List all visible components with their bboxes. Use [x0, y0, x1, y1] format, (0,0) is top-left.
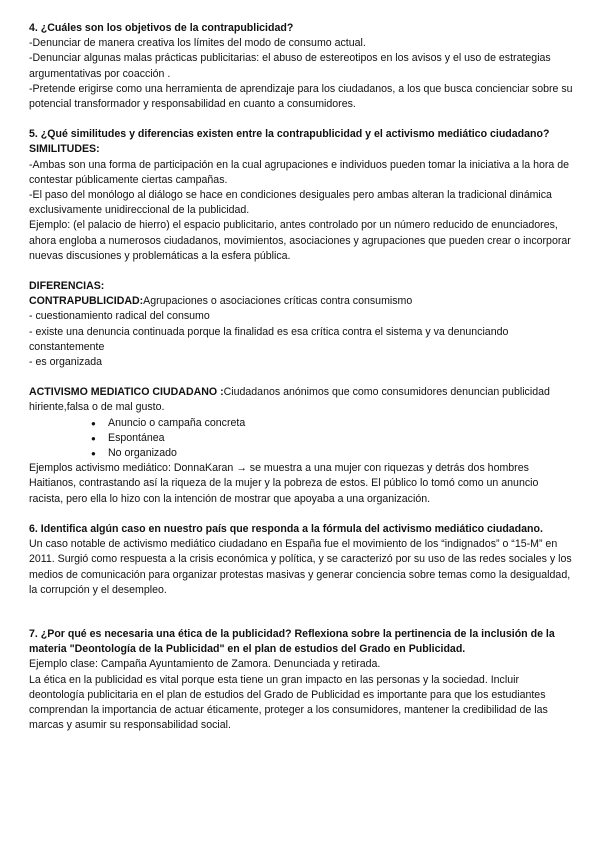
list-item: ● Espontánea	[91, 431, 574, 446]
question-6-section	[29, 522, 574, 598]
activismo-definition	[29, 385, 574, 415]
activismo-ejemplo: Ejemplos activismo mediático: DonnaKaran → se muestra a una mujer con riquezas y detrás dos hombres Haitianos, contrastando así la riqueza de la mujer y la pobreza de estos. El público lo tomó como un anuncio racista, pero ella lo hizo con la intención de mostrar que apoyaba a una organización.	[29, 462, 539, 505]
question-5-title: 5. ¿Qué similitudes y diferencias existen entre la contrapublicidad y el activismo mediático ciudadano?	[29, 128, 550, 141]
contra-item-3: - es organizada	[29, 356, 103, 369]
question-6-title: 6. Identifica algún caso en nuestro país que responda a la fórmula del activismo mediático ciudadano.	[29, 522, 543, 535]
contrapublicidad-definition	[29, 294, 574, 309]
question-5-section	[29, 127, 574, 507]
similitud-1: -Ambas son una forma de participación en la cual agrupaciones e individuos pueden tomar la iniciativa a la hora de contestar públicamente ciertas campañas.	[29, 158, 570, 186]
activismo-text: Ciudadanos anónimos que como consumidores denuncian publicidad hiriente,falsa o de mal gusto.	[29, 386, 550, 414]
q7-answer: La ética en la publicidad es vital porque esta tiene un gran impacto en las personas y la sociedad. Incluir deontología publicitaria en el plan de estudios del Grado de Publicidad es importante para que los estudiantes comprendan la importancia de actuar éticamente, proteger a los consumidores, mantener la credibilidad de las marcas y asumir su responsabilidad social.	[29, 673, 548, 732]
q6-answer: Un caso notable de activismo mediático ciudadano en España fue el movimiento de los “indignados” o “15-M” en 2011. Surgió como respuesta a la crisis económica y política, y se caracterizó por su uso de las redes sociales y los medios de comunicación para organizar protestas masivas y generar conciencia sobre temas como la desigualdad, la corrupción y el desempleo.	[29, 538, 572, 596]
q4-line-3: -Pretende erigirse como una herramienta de aprendizaje para los ciudadanos, a los que busca concienciar sobre su potencial transformador y responsabilidad en cuanto a consumidores.	[29, 82, 573, 111]
question-7-title: 7. ¿Por qué es necesaria una ética de la publicidad? Reflexiona sobre la pertinencia de la inclusión de la materia "Deontología de la Publicidad" en el plan de estudios del Grado en Publicidad.	[29, 627, 555, 656]
document-page	[29, 21, 574, 733]
question-4-section	[29, 21, 574, 112]
similitud-ejemplo: Ejemplo: (el palacio de hierro) el espacio publicitario, antes controlado por un número reducido de enunciadores, ahora engloba a numerosos ciudadanos, movimientos, asociaciones y agrupaciones que pueden crear o incorporar nuevas discusiones y problemáticas a la esfera pública.	[29, 219, 571, 262]
activismo-bullet-list	[29, 416, 574, 462]
contra-item-1: - cuestionamiento radical del consumo	[29, 310, 210, 323]
contrapublicidad-text: Agrupaciones o asociaciones críticas contra consumismo	[143, 295, 413, 308]
diferencias-heading: DIFERENCIAS:	[29, 280, 105, 293]
q4-line-1: -Denunciar de manera creativa los límites del modo de consumo actual.	[29, 37, 366, 50]
similitud-2: -El paso del monólogo al diálogo se hace en condiciones desiguales pero ambas alteran la tradicional dinámica exclusivamente unidireccional de la publicidad.	[29, 189, 552, 217]
question-4-title: 4. ¿Cuáles son los objetivos de la contrapublicidad?	[29, 22, 294, 34]
question-7-section	[29, 627, 574, 733]
q4-line-2: -Denunciar algunas malas prácticas publicitarias: el abuso de estereotipos en los avisos y el uso de estrategias argumentativas por coacción .	[29, 52, 551, 80]
activismo-label: ACTIVISMO MEDIATICO CIUDADANO :	[29, 386, 224, 399]
q7-ejemplo: Ejemplo clase: Campaña Ayuntamiento de Zamora. Denunciada y retirada.	[29, 658, 381, 671]
list-item: ● No organizado	[91, 446, 574, 461]
contra-item-2: - existe una denuncia continuada porque la finalidad es esa crítica contra el sistema y va denunciando constantemente	[29, 325, 509, 353]
similitudes-heading: SIMILITUDES:	[29, 143, 100, 156]
contrapublicidad-label: CONTRAPUBLICIDAD:	[29, 295, 144, 308]
list-item: ● Anuncio o campaña concreta	[91, 416, 574, 431]
